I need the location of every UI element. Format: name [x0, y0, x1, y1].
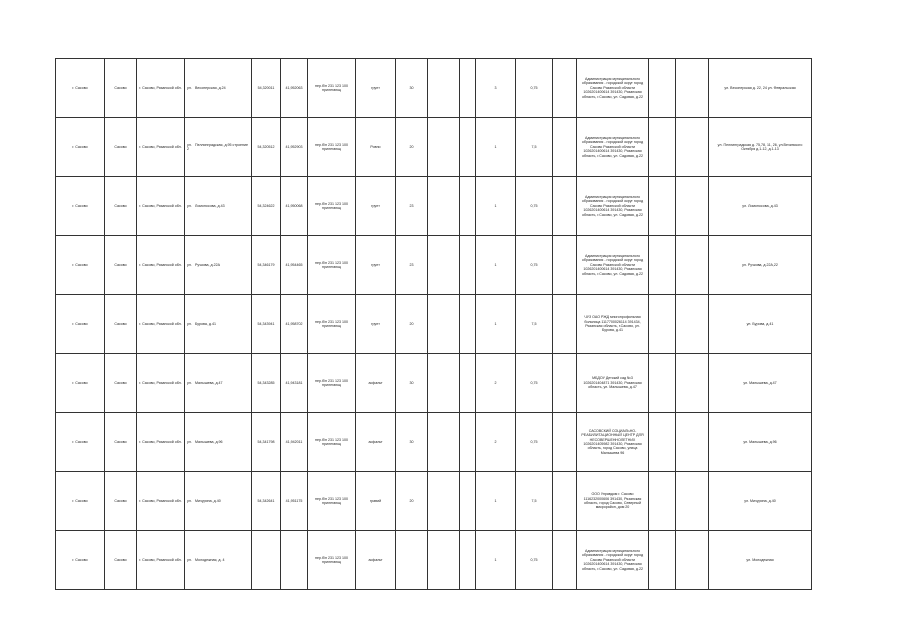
- cell-address: [185, 118, 252, 177]
- cell-empty: [649, 295, 676, 354]
- cell-count: 2: [476, 413, 516, 472]
- cell-cad: нер.б/н 231 123 100 прилегающ: [308, 59, 356, 118]
- address-text: Бурова, д.41: [195, 321, 216, 326]
- cell-owner: Администрация муниципального образования - городской округ город Сасово Рязанской области 1026201400614 391430, Рязанская область, г.Сасово, ул. Садовая, д.22: [577, 236, 649, 295]
- cell-n1: [428, 236, 460, 295]
- cell-area: 20: [396, 472, 428, 531]
- cell-vol: 0,75: [516, 413, 553, 472]
- table-row: [56, 472, 812, 531]
- cell-empty: [649, 177, 676, 236]
- cell-surface: асфальт: [356, 354, 396, 413]
- cell-city: г. Сасово: [56, 236, 105, 295]
- cell-empty: [553, 354, 577, 413]
- cell-region: г. Сасово, Рязанской обл.: [137, 236, 185, 295]
- cell-src: ул. Мичурина, д.40: [709, 472, 812, 531]
- cell-owner: МБДОУ Детский сад №3 1026201404871 391430, Рязанская область, ул. Малышева, д.47: [577, 354, 649, 413]
- cell-lon: 41,950068: [281, 177, 308, 236]
- cell-surface: грунт: [356, 236, 396, 295]
- cell-region: г. Сасово, Рязанской обл.: [137, 177, 185, 236]
- cell-owner: Администрация муниципального образования - городской округ город Сасово Рязанской области 1026201400614 391430, Рязанская область, г.Сасово, ул. Садовая, д.22: [577, 177, 649, 236]
- street-prefix: ул.: [187, 380, 192, 385]
- cell-empty: [553, 59, 577, 118]
- cell-surface: асфальт: [356, 413, 396, 472]
- cell-n2: [460, 59, 476, 118]
- cell-empty: [676, 118, 709, 177]
- cell-address: [185, 531, 252, 590]
- cell-surface: гравий: [356, 472, 396, 531]
- cell-address: [185, 413, 252, 472]
- cell-place: Сасово: [105, 354, 137, 413]
- cell-place: Сасово: [105, 118, 137, 177]
- cell-region: г. Сасово, Рязанской обл.: [137, 531, 185, 590]
- cell-vol: 7,5: [516, 295, 553, 354]
- cell-empty: [649, 59, 676, 118]
- table-row: [56, 354, 812, 413]
- cell-empty: [676, 413, 709, 472]
- cell-city: г. Сасово: [56, 472, 105, 531]
- cell-empty: [553, 118, 577, 177]
- cell-n1: [428, 531, 460, 590]
- cell-lon: 41,952063: [281, 59, 308, 118]
- cell-area: 20: [396, 295, 428, 354]
- cell-empty: [676, 177, 709, 236]
- cell-n1: [428, 472, 460, 531]
- cell-address: [185, 236, 252, 295]
- cell-n1: [428, 59, 460, 118]
- cell-empty: [649, 413, 676, 472]
- cell-lon: [281, 531, 308, 590]
- waste-sites-table: [55, 58, 812, 590]
- cell-area: 23: [396, 177, 428, 236]
- cell-area: 30: [396, 59, 428, 118]
- cell-lat: 54,320512: [252, 118, 281, 177]
- address-text: Пеллинградская, д.95 строение 2: [187, 142, 248, 151]
- cell-address: [185, 59, 252, 118]
- street-prefix: ул.: [187, 262, 192, 267]
- cell-empty: [649, 236, 676, 295]
- cell-lat: 54,324622: [252, 177, 281, 236]
- cell-src: ул. Ручкова, д.22А,22: [709, 236, 812, 295]
- street-prefix: ул.: [187, 498, 192, 503]
- cell-surface: Ровно: [356, 118, 396, 177]
- cell-surface: грунт: [356, 295, 396, 354]
- cell-src: ул. Весоперская д. 22, 24 ул. Февральская: [709, 59, 812, 118]
- cell-n2: [460, 118, 476, 177]
- cell-cad: нер.б/н 231 123 100 прилегающ: [308, 177, 356, 236]
- cell-count: 3: [476, 59, 516, 118]
- address-text: Мичурина, д.40: [195, 498, 221, 503]
- cell-cad: нер.б/н 231 123 100 прилегающ: [308, 236, 356, 295]
- cell-address: [185, 472, 252, 531]
- street-prefix: ул.: [187, 142, 192, 147]
- cell-empty: [553, 413, 577, 472]
- cell-lon: 41,958702: [281, 295, 308, 354]
- address-text: Малышева, д.47: [195, 380, 223, 385]
- cell-n1: [428, 354, 460, 413]
- street-prefix: ул.: [187, 321, 192, 326]
- cell-empty: [676, 59, 709, 118]
- cell-vol: 0,75: [516, 531, 553, 590]
- cell-lat: 54,342641: [252, 472, 281, 531]
- cell-region: г. Сасово, Рязанской обл.: [137, 472, 185, 531]
- cell-owner: Администрация муниципального образования - городской округ город Сасово Рязанской области 1026201400614 391430, Рязанская область, г.Сасово, ул. Садовая, д.22: [577, 118, 649, 177]
- cell-src: ул. Пеллинградская д. 75,78, 11, 26, ул.Вечинского Октября д.1-12, д.1-13: [709, 118, 812, 177]
- cell-city: г. Сасово: [56, 295, 105, 354]
- cell-owner: ООО Управдом г. Сасово 1116232000606 391430, Рязанская область, город Сасово, Северный микрорайон, дом 20: [577, 472, 649, 531]
- cell-lat: 54,320011: [252, 59, 281, 118]
- cell-empty: [649, 354, 676, 413]
- cell-n2: [460, 236, 476, 295]
- cell-count: 1: [476, 472, 516, 531]
- cell-empty: [553, 472, 577, 531]
- cell-region: г. Сасово, Рязанской обл.: [137, 59, 185, 118]
- cell-area: 23: [396, 236, 428, 295]
- cell-vol: 7,5: [516, 472, 553, 531]
- cell-lat: [252, 531, 281, 590]
- cell-area: 30: [396, 413, 428, 472]
- cell-empty: [649, 472, 676, 531]
- cell-place: Сасово: [105, 472, 137, 531]
- cell-vol: 7,5: [516, 118, 553, 177]
- cell-n2: [460, 472, 476, 531]
- cell-empty: [553, 531, 577, 590]
- cell-city: г. Сасово: [56, 118, 105, 177]
- cell-place: Сасово: [105, 531, 137, 590]
- cell-surface: асфальт: [356, 531, 396, 590]
- cell-lon: 41,942011: [281, 413, 308, 472]
- cell-empty: [553, 295, 577, 354]
- cell-vol: 0,75: [516, 59, 553, 118]
- street-prefix: ул.: [187, 85, 192, 90]
- cell-n2: [460, 295, 476, 354]
- cell-n1: [428, 177, 460, 236]
- cell-city: г. Сасово: [56, 413, 105, 472]
- cell-city: г. Сасово: [56, 531, 105, 590]
- cell-cad: нер.б/н 231 123 100 прилегающ: [308, 295, 356, 354]
- cell-count: 1: [476, 531, 516, 590]
- cell-vol: 0,75: [516, 177, 553, 236]
- address-text: Ручкова, д.22А: [195, 262, 221, 267]
- cell-area: 20: [396, 118, 428, 177]
- cell-n2: [460, 177, 476, 236]
- cell-lat: 54,346179: [252, 236, 281, 295]
- cell-lon: 41,951175: [281, 472, 308, 531]
- street-prefix: ул.: [187, 557, 192, 562]
- cell-city: г. Сасово: [56, 177, 105, 236]
- cell-area: [396, 531, 428, 590]
- cell-region: г. Сасово, Рязанской обл.: [137, 354, 185, 413]
- cell-cad: нер.б/н 231 123 100 прилегающ: [308, 354, 356, 413]
- cell-empty: [676, 472, 709, 531]
- cell-address: [185, 295, 252, 354]
- cell-lat: 54,343285: [252, 354, 281, 413]
- cell-n1: [428, 295, 460, 354]
- cell-vol: 0,75: [516, 236, 553, 295]
- cell-lon: 41,943181: [281, 354, 308, 413]
- cell-n1: [428, 413, 460, 472]
- cell-city: г. Сасово: [56, 59, 105, 118]
- cell-count: 1: [476, 118, 516, 177]
- cell-src: ул. Молодежная: [709, 531, 812, 590]
- cell-place: Сасово: [105, 177, 137, 236]
- cell-cad: нер.б/н 231 123 100 прилегающ: [308, 531, 356, 590]
- table-row: [56, 531, 812, 590]
- cell-empty: [649, 118, 676, 177]
- street-prefix: ул.: [187, 203, 192, 208]
- cell-place: Сасово: [105, 413, 137, 472]
- table-row: [56, 236, 812, 295]
- cell-count: 1: [476, 295, 516, 354]
- cell-region: г. Сасово, Рязанской обл.: [137, 413, 185, 472]
- cell-owner: САСОВСКИЙ СОЦИАЛЬНО-РЕАБИЛИТАЦИОННЫЙ ЦЕНТР ДЛЯ НЕСОВЕРШЕННОЛЕТНИХ 1026201405982 391430, Рязанская область, город Сасово, улица Малышева 96: [577, 413, 649, 472]
- table-row: [56, 295, 812, 354]
- cell-owner: Администрация муниципального образования - городской округ город Сасово Рязанской области 1026201400614 391430, Рязанская область, г.Сасово, ул. Садовая, д.22: [577, 59, 649, 118]
- cell-place: Сасово: [105, 59, 137, 118]
- cell-n1: [428, 118, 460, 177]
- cell-empty: [676, 531, 709, 590]
- address-text: Молодежная, д. 4: [195, 557, 225, 562]
- cell-cad: нер.б/н 231 123 100 прилегающ: [308, 413, 356, 472]
- cell-src: ул. Малышева, д.96: [709, 413, 812, 472]
- cell-vol: 0,75: [516, 354, 553, 413]
- cell-surface: грунт: [356, 177, 396, 236]
- table-row: [56, 177, 812, 236]
- cell-empty: [676, 236, 709, 295]
- cell-lon: 41,952903: [281, 118, 308, 177]
- cell-n2: [460, 413, 476, 472]
- cell-place: Сасово: [105, 295, 137, 354]
- cell-cad: нер.б/н 231 123 100 прилегающ: [308, 118, 356, 177]
- cell-city: г. Сасово: [56, 354, 105, 413]
- cell-lat: 54,341798: [252, 413, 281, 472]
- street-prefix: ул.: [187, 439, 192, 444]
- cell-owner: Администрация муниципального образования - городской округ город Сасово Рязанской области 1026201400614 391430, Рязанская область, г.Сасово, ул. Садовая, д.22: [577, 531, 649, 590]
- cell-lon: 41,954465: [281, 236, 308, 295]
- cell-region: г. Сасово, Рязанской обл.: [137, 295, 185, 354]
- cell-place: Сасово: [105, 236, 137, 295]
- cell-src: ул. Малышева, д.47: [709, 354, 812, 413]
- cell-region: г. Сасово, Рязанской обл.: [137, 118, 185, 177]
- cell-empty: [649, 531, 676, 590]
- cell-empty: [676, 295, 709, 354]
- cell-empty: [553, 236, 577, 295]
- cell-src: ул. Ломоносова, д.43: [709, 177, 812, 236]
- cell-n2: [460, 531, 476, 590]
- cell-n2: [460, 354, 476, 413]
- table-row: [56, 413, 812, 472]
- cell-cad: нер.б/н 231 123 100 прилегающ: [308, 472, 356, 531]
- cell-address: [185, 354, 252, 413]
- address-text: Ломоносова, д.43: [195, 203, 225, 208]
- address-text: Малышева, д.96: [195, 439, 223, 444]
- cell-surface: грунт: [356, 59, 396, 118]
- cell-empty: [553, 177, 577, 236]
- cell-src: ул. Бурова, д.41: [709, 295, 812, 354]
- cell-count: 1: [476, 236, 516, 295]
- cell-empty: [676, 354, 709, 413]
- cell-owner: ЧУЗ ОАО РЖД многопрофильная больница 1117700026114 391434, Рязанская область, г.Сасово, ул. Бурова, д.41: [577, 295, 649, 354]
- cell-area: 30: [396, 354, 428, 413]
- cell-count: 2: [476, 354, 516, 413]
- table-row: [56, 118, 812, 177]
- register-sheet: [55, 58, 812, 590]
- table-row: [56, 59, 812, 118]
- cell-lat: 54,343941: [252, 295, 281, 354]
- address-text: Весоперская, д.24: [195, 85, 226, 90]
- cell-count: 1: [476, 177, 516, 236]
- cell-address: [185, 177, 252, 236]
